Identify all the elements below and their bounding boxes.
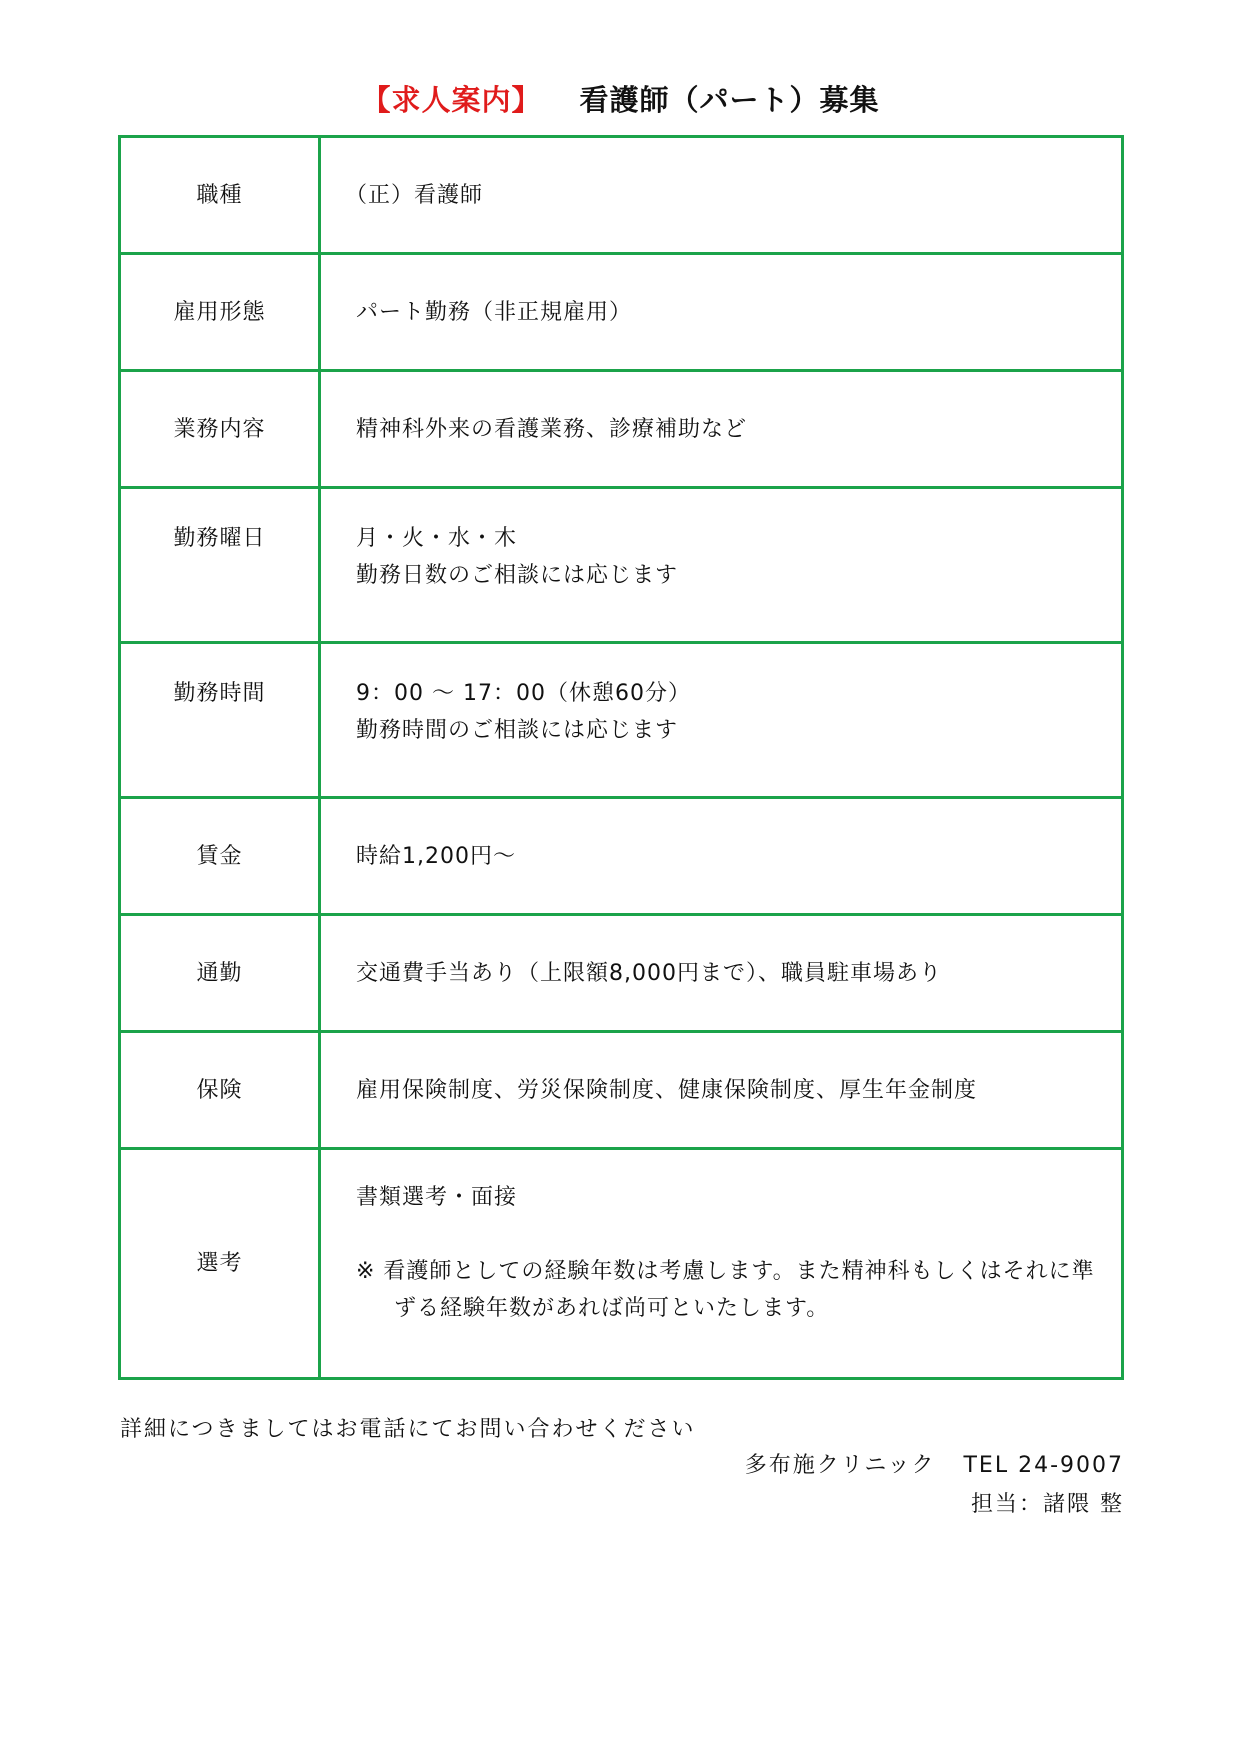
- row-value: [320, 1032, 1123, 1149]
- clinic-phone: TEL 24-9007: [963, 1453, 1124, 1478]
- title-tag: 【求人案内】: [361, 83, 542, 117]
- row-value: [320, 1149, 1123, 1379]
- value-line: 勤務時間のご相談には応じます: [356, 718, 679, 743]
- job-details-table: [118, 135, 1124, 1380]
- value-line: 精神科外来の看護業務、診療補助など: [356, 416, 748, 442]
- value-line: 書類選考・面接: [356, 1185, 518, 1210]
- page-title: [0, 78, 1241, 119]
- row-label: 通勤: [120, 915, 320, 1032]
- value-line: 月・火・水・木: [356, 526, 518, 551]
- row-label: 職種: [120, 137, 320, 254]
- row-value: [320, 488, 1123, 643]
- row-label: 選考: [120, 1149, 320, 1379]
- row-label: 賃金: [120, 798, 320, 915]
- row-value: [320, 798, 1123, 915]
- value-line: 時給1,200円～: [356, 843, 516, 869]
- value-line: 9：00 ～ 17：00（休憩60分）: [356, 681, 691, 706]
- table-row: [120, 1032, 1123, 1149]
- row-label: 勤務時間: [120, 643, 320, 798]
- table-row: [120, 254, 1123, 371]
- row-label: 勤務曜日: [120, 488, 320, 643]
- table-row: [120, 798, 1123, 915]
- clinic-name: 多布施クリニック: [744, 1453, 936, 1478]
- inquiry-text: 詳細につきましてはお電話にてお問い合わせください: [120, 1417, 696, 1442]
- value-line: 交通費手当あり（上限額8,000円まで）、職員駐車場あり: [356, 960, 942, 986]
- row-value: [320, 137, 1123, 254]
- row-label: 保険: [120, 1032, 320, 1149]
- clinic-info: [745, 1448, 1124, 1479]
- value-line: 雇用保険制度、労災保険制度、健康保険制度、厚生年金制度: [356, 1077, 978, 1103]
- row-label: 業務内容: [120, 371, 320, 488]
- value-line: （正）看護師: [345, 182, 484, 208]
- row-value: [320, 643, 1123, 798]
- value-line: 勤務日数のご相談には応じます: [356, 563, 679, 588]
- table-row: [120, 1149, 1123, 1379]
- selection-note: ※ 看護師としての経験年数は考慮します。また精神科もしくはそれに準ずる経験年数があれば尚可といたします。: [356, 1259, 1095, 1321]
- row-value: [320, 254, 1123, 371]
- row-label: 雇用形態: [120, 254, 320, 371]
- table-row: [120, 643, 1123, 798]
- contact-person: 担当：諸隈 整: [971, 1492, 1124, 1517]
- table-row: [120, 915, 1123, 1032]
- table-row: [120, 137, 1123, 254]
- row-value: [320, 371, 1123, 488]
- title-main: 看護師（パート）募集: [579, 83, 880, 117]
- table-row: [120, 488, 1123, 643]
- table-row: [120, 371, 1123, 488]
- row-value: [320, 915, 1123, 1032]
- value-line: パート勤務（非正規雇用）: [356, 299, 633, 325]
